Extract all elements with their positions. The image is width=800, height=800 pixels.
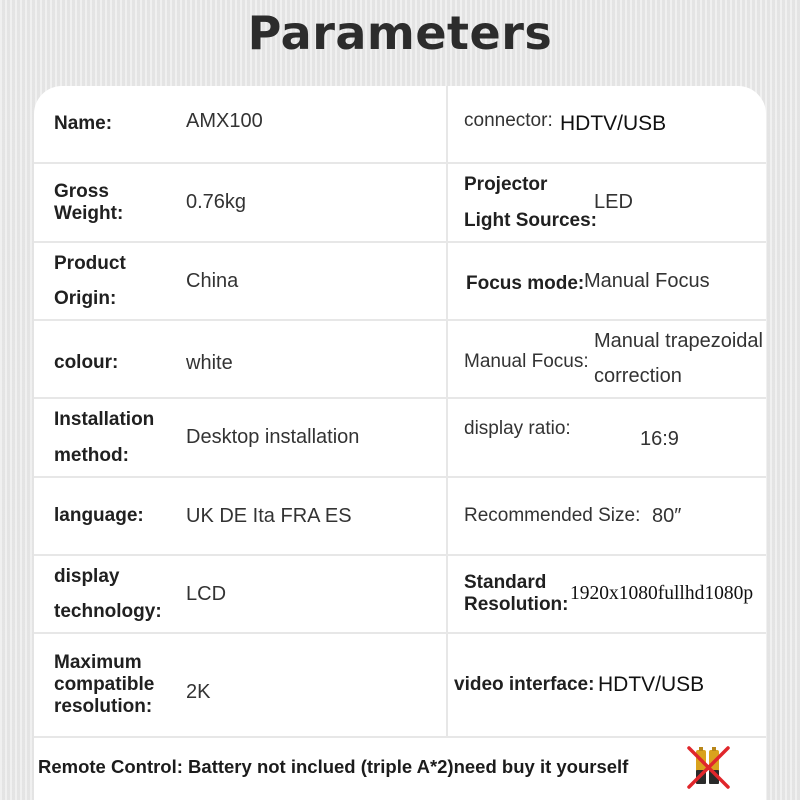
column-divider bbox=[446, 86, 448, 738]
label-line: Resolution: bbox=[464, 594, 569, 615]
value-line: Manual trapezoidal bbox=[594, 330, 763, 352]
connector-value: HDTV/USB bbox=[560, 111, 667, 135]
label-line: Light Sources: bbox=[464, 209, 598, 231]
name-value: AMX100 bbox=[186, 109, 263, 132]
gross-weight-value: 0.76kg bbox=[186, 191, 247, 213]
name-label: Name: bbox=[54, 113, 113, 135]
light-sources-label bbox=[464, 164, 597, 241]
language-label: language: bbox=[54, 505, 144, 527]
connector-label: connector: bbox=[464, 110, 553, 132]
label-line: Product bbox=[54, 252, 126, 274]
language-value: UK DE Ita FRA ES bbox=[186, 504, 352, 527]
colour-label: colour: bbox=[54, 352, 119, 374]
standard-resolution-label bbox=[464, 556, 569, 632]
video-interface-value: HDTV/USB bbox=[598, 672, 705, 696]
label-line: Projector bbox=[464, 174, 548, 196]
installation-method-value: Desktop installation bbox=[186, 426, 360, 448]
maximum-resolution-label bbox=[54, 634, 154, 736]
battery-icon bbox=[686, 744, 732, 790]
product-origin-value: China bbox=[186, 269, 239, 292]
manual-focus-label: Manual Focus: bbox=[464, 351, 589, 373]
parameters-table bbox=[34, 86, 766, 800]
row-divider bbox=[34, 736, 766, 738]
label-line: Weight: bbox=[54, 202, 124, 224]
manual-focus-value bbox=[594, 321, 763, 397]
display-ratio-label: display ratio: bbox=[464, 417, 571, 439]
value-line: correction bbox=[594, 365, 682, 387]
display-technology-value: LCD bbox=[186, 582, 227, 605]
recommended-size-label: Recommended Size: bbox=[464, 505, 641, 527]
page-title: Parameters bbox=[247, 6, 553, 60]
colour-value: white bbox=[186, 351, 233, 374]
cross-icon bbox=[689, 748, 728, 787]
label-line: Maximum bbox=[54, 652, 142, 674]
label-line: compatible bbox=[54, 674, 155, 696]
recommended-size-value: 80″ bbox=[652, 504, 682, 527]
display-technology-label bbox=[54, 556, 162, 632]
light-sources-value: LED bbox=[594, 191, 633, 213]
label-line: resolution: bbox=[54, 695, 153, 717]
remote-control-note: Remote Control: Battery not inclued (triple A*2)need buy it yourself bbox=[38, 756, 629, 777]
standard-resolution-value: 1920x1080fullhd1080p bbox=[570, 582, 754, 604]
focus-mode-value: Manual Focus bbox=[584, 269, 710, 292]
label-line: method: bbox=[54, 444, 129, 466]
gross-weight-label bbox=[54, 164, 123, 241]
installation-method-label bbox=[54, 399, 154, 476]
label-line: Installation bbox=[54, 409, 155, 431]
row-divider bbox=[34, 162, 766, 164]
focus-mode-label: Focus mode: bbox=[466, 273, 585, 295]
maximum-resolution-value: 2K bbox=[186, 680, 211, 703]
video-interface-label: video interface: bbox=[454, 674, 595, 696]
product-origin-label bbox=[54, 243, 126, 319]
label-line: Standard bbox=[464, 572, 547, 594]
label-line: technology: bbox=[54, 601, 162, 622]
label-line: Gross bbox=[54, 180, 109, 202]
display-ratio-value: 16:9 bbox=[640, 428, 679, 450]
label-line: display bbox=[54, 565, 120, 587]
label-line: Origin: bbox=[54, 288, 117, 309]
